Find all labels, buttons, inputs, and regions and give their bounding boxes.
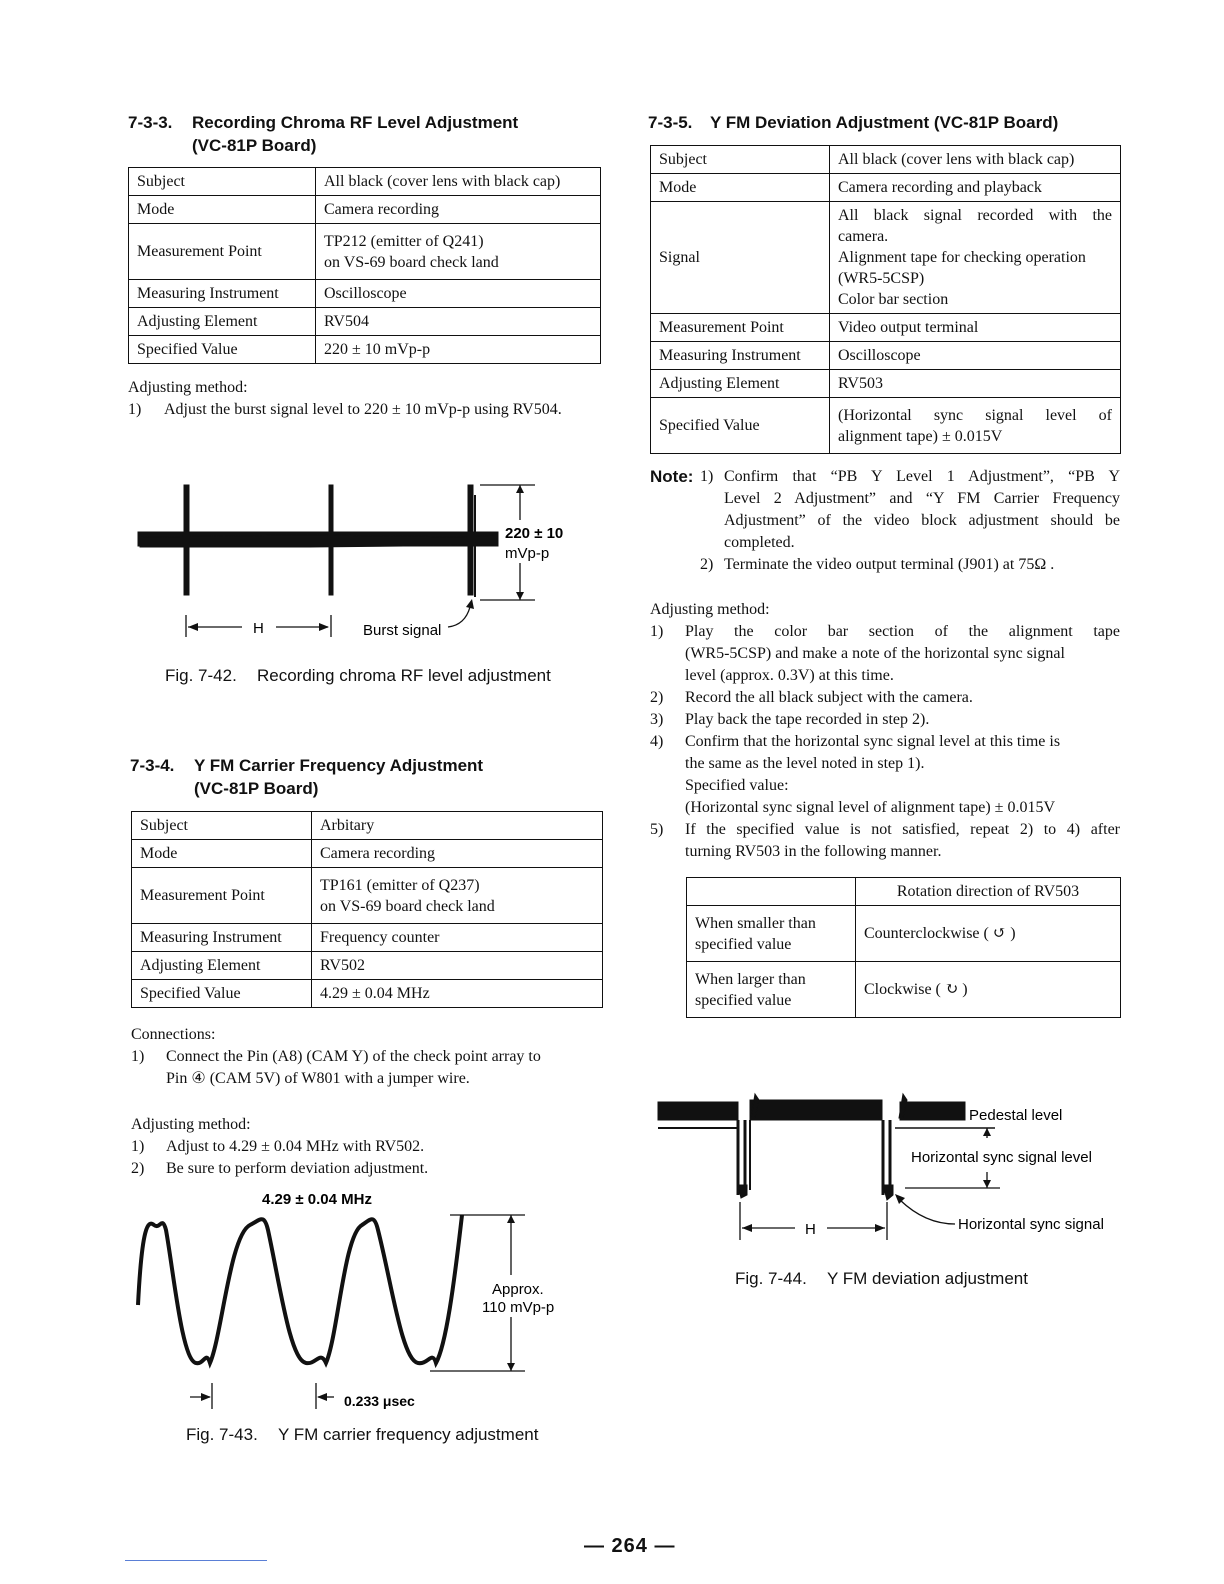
pedestal-block xyxy=(658,1102,738,1120)
note-block xyxy=(650,466,1120,576)
method-steps-735 xyxy=(650,621,1120,863)
connection-step xyxy=(131,1046,603,1090)
connections-heading: Connections: xyxy=(131,1026,216,1043)
page-number: — 264 — xyxy=(584,1535,676,1557)
h-label: H xyxy=(805,1221,816,1238)
table-value: All black (cover lens with black cap) xyxy=(830,146,1121,174)
table-value: Frequency counter xyxy=(312,924,603,952)
pedestal-block xyxy=(750,1100,882,1120)
table-label: Mode xyxy=(651,174,830,202)
table-value: RV502 xyxy=(312,952,603,980)
sync-pulse xyxy=(184,485,189,595)
figure-7-42 xyxy=(130,475,580,645)
sync-pulse xyxy=(329,485,333,595)
spec-table-734 xyxy=(131,811,603,1008)
condition-line: specified value xyxy=(695,935,792,953)
value-line: (Horizontal sync signal level of xyxy=(838,406,1112,424)
table-value: Oscilloscope xyxy=(316,280,601,308)
table-value: Arbitary xyxy=(312,812,603,840)
video-waveform xyxy=(658,1094,995,1200)
table-value: Camera recording and playback xyxy=(830,174,1121,202)
note-line: Confirm that “PB Y Level 1 Adjustment”, “PB Y xyxy=(724,468,1120,485)
step-text: Connect the Pin (A8) (CAM Y) of the check point array to xyxy=(166,1048,541,1065)
caption-text: Recording chroma RF level adjustment xyxy=(257,666,551,685)
burst-waveform xyxy=(138,485,498,597)
table-value xyxy=(830,202,1121,314)
period-marker xyxy=(190,1383,334,1409)
step-number: 2) xyxy=(650,689,664,706)
table-label: Measuring Instrument xyxy=(132,924,312,952)
step-number: 4) xyxy=(650,733,664,750)
h-label: H xyxy=(253,620,264,637)
table-label: Measurement Point xyxy=(132,868,312,924)
sync-pulse xyxy=(468,485,473,595)
table-label: Measurement Point xyxy=(129,224,316,280)
table-label: Specified Value xyxy=(651,398,830,454)
step-line: (Horizontal sync signal level of alignment tape) ± 0.015V xyxy=(685,799,1056,816)
fm-waveform xyxy=(138,1215,462,1363)
value-line: TP161 (emitter of Q237) xyxy=(320,876,480,894)
step-line: (WR5-5CSP) and make a note of the horizontal sync signal xyxy=(685,645,1065,662)
step-number: 3) xyxy=(650,711,664,728)
section-733-heading xyxy=(128,111,518,134)
figure-7-44 xyxy=(655,1090,1125,1250)
method-step-734 xyxy=(131,1136,424,1158)
table-value: RV503 xyxy=(830,370,1121,398)
step-line: turning RV503 in the following manner. xyxy=(685,843,942,860)
table-value xyxy=(830,398,1121,454)
method-heading-735: Adjusting method: xyxy=(650,601,770,618)
caption-number: Fig. 7-42. xyxy=(165,666,237,685)
step-line: If the specified value is not satisfied, repeat 2) to 4) after xyxy=(685,821,1120,838)
table-value: 220 ± 10 mVp-p xyxy=(316,336,601,364)
table-label: Specified Value xyxy=(132,980,312,1008)
spec-table-733 xyxy=(128,167,601,364)
step-line: Play the color bar section of the alignment tape xyxy=(685,623,1120,640)
method-step xyxy=(650,819,1120,863)
table-value: All black (cover lens with black cap) xyxy=(316,168,601,196)
table-label: Measuring Instrument xyxy=(129,280,316,308)
step-text: Adjust to 4.29 ± 0.04 MHz with RV502. xyxy=(166,1138,425,1155)
section-733-title: Recording Chroma RF Level Adjustment xyxy=(192,113,519,132)
section-733-subtitle: (VC-81P Board) xyxy=(192,136,317,155)
step-line: Play back the tape recorded in step 2). xyxy=(685,711,930,728)
rotation-condition xyxy=(687,906,856,962)
value-line: alignment tape) ± 0.015V xyxy=(838,427,1003,445)
table-label: Mode xyxy=(132,840,312,868)
step-line: the same as the level noted in step 1). xyxy=(685,755,925,772)
table-value: Video output terminal xyxy=(830,314,1121,342)
step-text: Pin ④ (CAM 5V) of W801 with a jumper wire. xyxy=(166,1070,470,1087)
step-number: 1) xyxy=(131,1138,145,1155)
table-value xyxy=(312,868,603,924)
table-label: Adjusting Element xyxy=(651,370,830,398)
section-733-number: 7-3-3. xyxy=(128,113,173,132)
table-label: Specified Value xyxy=(129,336,316,364)
method-heading-734: Adjusting method: xyxy=(131,1116,251,1133)
note-number: 2) xyxy=(700,556,714,573)
table-label: Adjusting Element xyxy=(132,952,312,980)
step-line: level (approx. 0.3V) at this time. xyxy=(685,667,894,684)
step-number: 1) xyxy=(131,1048,145,1065)
caption-number: Fig. 7-43. xyxy=(186,1425,258,1444)
method-step xyxy=(650,687,1120,709)
step-text: Adjust the burst signal level to 220 ± 10 mVp-p using RV504. xyxy=(164,401,562,418)
value-line: on VS-69 board check land xyxy=(320,897,495,915)
caption-fig-7-42 xyxy=(165,666,551,686)
method-step xyxy=(650,621,1120,687)
value-line: Color bar section xyxy=(838,291,949,308)
pedestal-block xyxy=(900,1102,965,1120)
period-label: 0.233 μsec xyxy=(344,1393,415,1409)
step-line: Record the all black subject with the camera. xyxy=(685,689,973,706)
step-number: 5) xyxy=(650,821,664,838)
note-line: Terminate the video output terminal (J901) at 75Ω . xyxy=(724,556,1055,573)
figure-7-43 xyxy=(130,1185,580,1425)
condition-line: When larger than xyxy=(695,970,806,988)
note-line: Adjustment” of the video block adjustment should be xyxy=(724,512,1120,529)
hsync-label: Horizontal sync signal xyxy=(958,1216,1104,1233)
method-step-734 xyxy=(131,1158,428,1180)
rotation-direction: Clockwise ( ↻ ) xyxy=(856,962,1121,1018)
caption-number: Fig. 7-44. xyxy=(735,1269,807,1288)
value-line: (WR5-5CSP) xyxy=(838,270,925,287)
step-number: 2) xyxy=(131,1160,145,1177)
table-value xyxy=(316,224,601,280)
caption-text: Y FM deviation adjustment xyxy=(827,1269,1028,1288)
method-step xyxy=(650,731,1120,819)
table-value: 4.29 ± 0.04 MHz xyxy=(312,980,603,1008)
caption-fig-7-43 xyxy=(186,1425,538,1445)
condition-line: When smaller than xyxy=(695,914,816,932)
table-label: Measurement Point xyxy=(651,314,830,342)
table-value: Camera recording xyxy=(312,840,603,868)
note-label: Note: xyxy=(650,467,694,486)
method-step xyxy=(650,709,1120,731)
level-unit-label: mVp-p xyxy=(505,545,550,562)
section-735-title: Y FM Deviation Adjustment (VC-81P Board) xyxy=(710,113,1059,132)
table-label: Subject xyxy=(129,168,316,196)
table-label: Adjusting Element xyxy=(129,308,316,336)
table-label: Mode xyxy=(129,196,316,224)
caption-text: Y FM carrier frequency adjustment xyxy=(278,1425,539,1444)
value-line: Alignment tape for checking operation xyxy=(838,249,1086,266)
rotation-direction: Counterclockwise ( ↺ ) xyxy=(856,906,1121,962)
amplitude-unit-label: 110 mVp-p xyxy=(482,1299,555,1316)
caption-fig-7-44 xyxy=(735,1269,1028,1289)
burst-signal-label: Burst signal xyxy=(363,622,442,639)
section-735-heading xyxy=(648,111,1058,134)
value-line: camera. xyxy=(838,228,889,245)
step-number: 1) xyxy=(128,401,142,418)
frequency-label: 4.29 ± 0.04 MHz xyxy=(262,1191,372,1208)
pedestal-label: Pedestal level xyxy=(969,1107,1063,1124)
step-number: 1) xyxy=(650,623,664,640)
table-label: Subject xyxy=(651,146,830,174)
section-734-number: 7-3-4. xyxy=(130,756,175,775)
section-734-heading xyxy=(130,754,483,777)
table-value: Oscilloscope xyxy=(830,342,1121,370)
value-line: TP212 (emitter of Q241) xyxy=(324,232,484,250)
hsync-level-label: Horizontal sync signal level xyxy=(911,1149,1092,1166)
value-line: All black signal recorded with the xyxy=(838,207,1112,224)
table-label: Signal xyxy=(651,202,830,314)
footer-rule xyxy=(125,1560,267,1561)
level-label: 220 ± 10 xyxy=(505,525,564,542)
section-734-title: Y FM Carrier Frequency Adjustment xyxy=(194,756,484,775)
table-label: Measuring Instrument xyxy=(651,342,830,370)
section-734-subtitle: (VC-81P Board) xyxy=(194,779,319,798)
note-line: completed. xyxy=(724,534,795,551)
rotation-header: Rotation direction of RV503 xyxy=(856,878,1121,906)
rotation-condition xyxy=(687,962,856,1018)
table-value: Camera recording xyxy=(316,196,601,224)
note-line: Level 2 Adjustment” and “Y FM Carrier Frequency xyxy=(724,490,1120,507)
step-line: Confirm that the horizontal sync signal level at this time is xyxy=(685,733,1061,750)
method-heading-733: Adjusting method: xyxy=(128,379,248,396)
method-step-733 xyxy=(128,399,600,421)
step-line: Specified value: xyxy=(685,777,789,794)
rotation-table xyxy=(686,877,1121,1018)
rotation-header-empty xyxy=(687,878,856,906)
spec-table-735 xyxy=(650,145,1121,454)
note-number: 1) xyxy=(700,468,714,485)
step-text: Be sure to perform deviation adjustment. xyxy=(166,1160,429,1177)
condition-line: specified value xyxy=(695,991,792,1009)
table-value: RV504 xyxy=(316,308,601,336)
section-735-number: 7-3-5. xyxy=(648,113,693,132)
value-line: on VS-69 board check land xyxy=(324,253,499,271)
amplitude-label: Approx. xyxy=(492,1281,544,1298)
table-label: Subject xyxy=(132,812,312,840)
